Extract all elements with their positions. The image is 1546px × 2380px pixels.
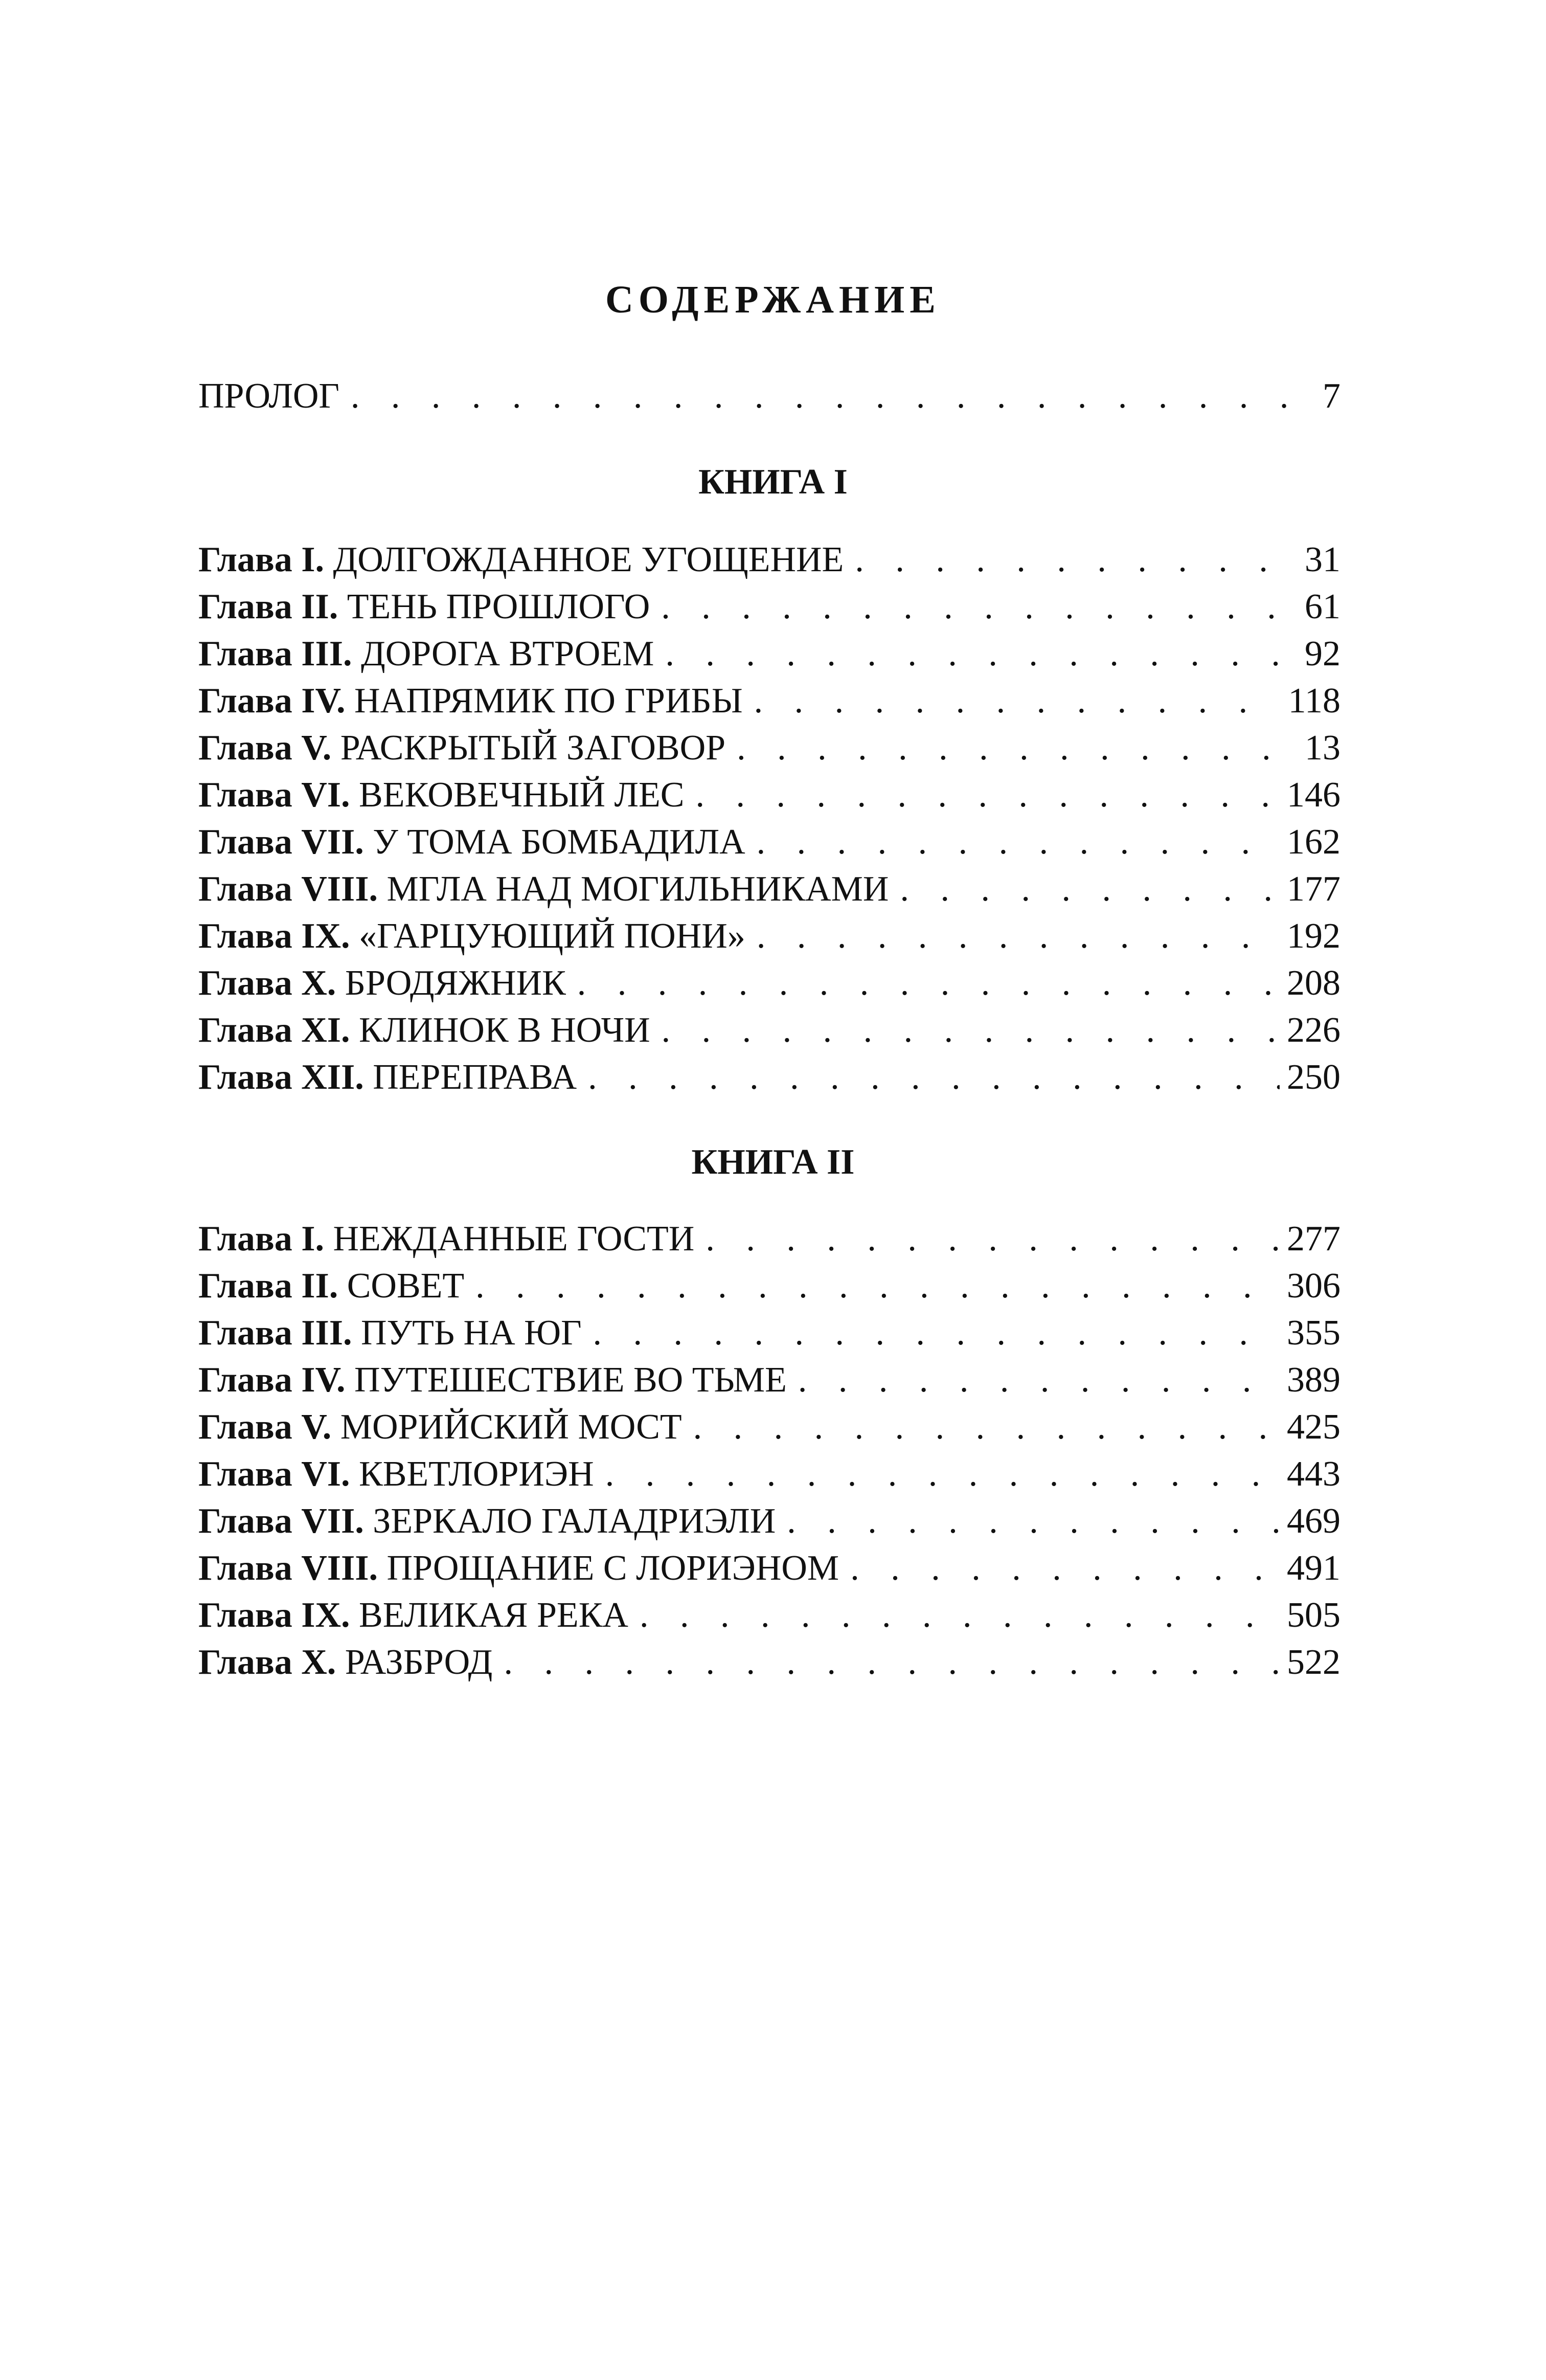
entry-page-number: 306 bbox=[1287, 1266, 1340, 1306]
chapter-title: У ТОМА БОМБАДИЛА bbox=[373, 822, 745, 862]
entry-page-number: 92 bbox=[1305, 634, 1340, 673]
entry-label: ПРОЛОГ bbox=[198, 376, 339, 416]
entry-page-number: 177 bbox=[1287, 869, 1340, 909]
chapter-number: Глава II. bbox=[198, 1266, 338, 1306]
chapter-number: Глава VIII. bbox=[198, 869, 378, 909]
chapter-title: КВЕТЛОРИЭН bbox=[359, 1454, 594, 1494]
toc-entry bbox=[198, 1586, 1340, 1633]
toc-entry bbox=[198, 1539, 1340, 1586]
entry-page-number: 192 bbox=[1287, 916, 1340, 956]
chapter-title: ВЕЛИКАЯ РЕКА bbox=[359, 1596, 628, 1635]
chapter-number: Глава VII. bbox=[198, 1501, 364, 1541]
toc-entry bbox=[198, 1304, 1340, 1351]
entry-page-number: 277 bbox=[1287, 1219, 1340, 1259]
chapter-number: Глава XI. bbox=[198, 1011, 350, 1050]
dot-leader bbox=[839, 1551, 1280, 1586]
chapter-title: ЗЕРКАЛО ГАЛАДРИЭЛИ bbox=[373, 1501, 776, 1541]
dot-leader bbox=[776, 1503, 1280, 1539]
chapter-number: Глава V. bbox=[198, 728, 332, 768]
dot-leader bbox=[650, 589, 1298, 625]
dot-leader bbox=[682, 1409, 1280, 1445]
dot-leader bbox=[339, 378, 1315, 414]
chapter-title: ВЕКОВЕЧНЫЙ ЛЕС bbox=[359, 775, 685, 815]
toc-entry bbox=[198, 1210, 1340, 1257]
toc-entry bbox=[198, 1048, 1340, 1095]
dot-leader bbox=[464, 1268, 1280, 1304]
dot-leader bbox=[889, 871, 1280, 907]
chapter-number: Глава VII. bbox=[198, 822, 364, 862]
chapter-title: НАПРЯМИК ПО ГРИБЫ bbox=[354, 681, 743, 721]
chapter-number: Глава XII. bbox=[198, 1058, 364, 1097]
toc-entry bbox=[198, 1001, 1340, 1048]
toc-entry bbox=[198, 578, 1340, 625]
entry-page-number: 208 bbox=[1287, 963, 1340, 1003]
toc-entry bbox=[198, 1351, 1340, 1398]
entry-page-number: 425 bbox=[1287, 1407, 1340, 1447]
chapter-title: ПРОЩАНИЕ С ЛОРИЭНОМ bbox=[386, 1548, 839, 1588]
entry-page-number: 31 bbox=[1305, 540, 1340, 579]
entry-page-number: 355 bbox=[1287, 1313, 1340, 1353]
dot-leader bbox=[725, 730, 1298, 766]
toc-entry bbox=[198, 719, 1340, 766]
dot-leader bbox=[844, 542, 1298, 578]
toc-entry bbox=[198, 1445, 1340, 1492]
entry-page-number: 389 bbox=[1287, 1360, 1340, 1400]
chapter-title: НЕЖДАННЫЕ ГОСТИ bbox=[333, 1219, 695, 1259]
chapter-number: Глава III. bbox=[198, 634, 352, 673]
entry-page-number: 226 bbox=[1287, 1011, 1340, 1050]
dot-leader bbox=[582, 1315, 1280, 1351]
chapter-number: Глава X. bbox=[198, 1643, 336, 1682]
entry-page-number: 118 bbox=[1288, 681, 1340, 721]
chapter-title: ДОЛГОЖДАННОЕ УГОЩЕНИЕ bbox=[333, 540, 844, 579]
dot-leader bbox=[566, 966, 1280, 1001]
chapter-title: РАСКРЫТЫЙ ЗАГОВОР bbox=[340, 728, 726, 768]
chapter-number: Глава VIII. bbox=[198, 1548, 378, 1588]
entry-page-number: 522 bbox=[1287, 1643, 1340, 1682]
chapter-title: КЛИНОК В НОЧИ bbox=[359, 1011, 650, 1050]
entry-page-number: 7 bbox=[1323, 376, 1340, 416]
toc-entry bbox=[198, 1257, 1340, 1304]
chapter-number: Глава I. bbox=[198, 1219, 324, 1259]
chapter-title: РАЗБРОД bbox=[345, 1643, 493, 1682]
chapter-number: Глава X. bbox=[198, 963, 336, 1003]
chapter-number: Глава IV. bbox=[198, 681, 346, 721]
dot-leader bbox=[594, 1456, 1280, 1492]
entry-page-number: 13 bbox=[1305, 728, 1340, 768]
toc-entry bbox=[198, 1633, 1340, 1680]
book-heading-2: КНИГА II bbox=[691, 1142, 855, 1182]
entry-page-number: 162 bbox=[1287, 822, 1340, 862]
chapter-number: Глава I. bbox=[198, 540, 324, 579]
chapter-number: Глава II. bbox=[198, 587, 338, 626]
entry-page-number: 146 bbox=[1287, 775, 1340, 815]
chapter-title: «ГАРЦУЮЩИЙ ПОНИ» bbox=[359, 916, 745, 956]
entry-page-number: 61 bbox=[1305, 587, 1340, 626]
toc-entry bbox=[198, 1398, 1340, 1445]
chapter-number: Глава IV. bbox=[198, 1360, 346, 1400]
chapter-number: Глава III. bbox=[198, 1313, 352, 1353]
entry-page-number: 250 bbox=[1287, 1058, 1340, 1097]
chapter-number: Глава IX. bbox=[198, 916, 350, 956]
chapter-title: СОВЕТ bbox=[347, 1266, 465, 1306]
entry-page-number: 469 bbox=[1287, 1501, 1340, 1541]
dot-leader bbox=[650, 1013, 1280, 1048]
chapter-title: ПЕРЕПРАВА bbox=[373, 1058, 577, 1097]
chapter-number: Глава IX. bbox=[198, 1596, 350, 1635]
dot-leader bbox=[743, 683, 1281, 719]
dot-leader bbox=[694, 1221, 1280, 1257]
toc-entry bbox=[198, 954, 1340, 1001]
toc-entry bbox=[198, 672, 1340, 719]
chapter-number: Глава V. bbox=[198, 1407, 332, 1447]
book-heading-1: КНИГА I bbox=[698, 462, 848, 502]
chapter-title: ПУТЬ НА ЮГ bbox=[360, 1313, 582, 1353]
entry-page-number: 491 bbox=[1287, 1548, 1340, 1588]
chapter-title: ДОРОГА ВТРОЕМ bbox=[360, 634, 654, 673]
chapter-title: ТЕНЬ ПРОШЛОГО bbox=[347, 587, 650, 626]
toc-entry bbox=[198, 813, 1340, 860]
dot-leader bbox=[654, 636, 1298, 672]
chapter-title: МОРИЙСКИЙ МОСТ bbox=[340, 1407, 682, 1447]
chapter-number: Глава VI. bbox=[198, 1454, 350, 1494]
toc-entry bbox=[198, 625, 1340, 672]
toc-entry-prologue bbox=[198, 367, 1340, 414]
chapter-title: ПУТЕШЕСТВИЕ ВО ТЬМЕ bbox=[354, 1360, 787, 1400]
chapter-number: Глава VI. bbox=[198, 775, 350, 815]
entry-page-number: 505 bbox=[1287, 1596, 1340, 1635]
chapter-title: БРОДЯЖНИК bbox=[345, 963, 566, 1003]
chapter-title: МГЛА НАД МОГИЛЬНИКАМИ bbox=[386, 869, 889, 909]
dot-leader bbox=[492, 1645, 1280, 1680]
dot-leader bbox=[787, 1362, 1280, 1398]
toc-entry bbox=[198, 907, 1340, 954]
dot-leader bbox=[745, 824, 1280, 860]
toc-title: СОДЕРЖАНИЕ bbox=[605, 278, 941, 321]
dot-leader bbox=[577, 1060, 1280, 1095]
toc-entry bbox=[198, 766, 1340, 813]
dot-leader bbox=[684, 777, 1280, 813]
dot-leader bbox=[628, 1598, 1280, 1633]
toc-entry bbox=[198, 860, 1340, 907]
entry-page-number: 443 bbox=[1287, 1454, 1340, 1494]
toc-entry bbox=[198, 531, 1340, 578]
toc-entry bbox=[198, 1492, 1340, 1539]
dot-leader bbox=[745, 918, 1280, 954]
